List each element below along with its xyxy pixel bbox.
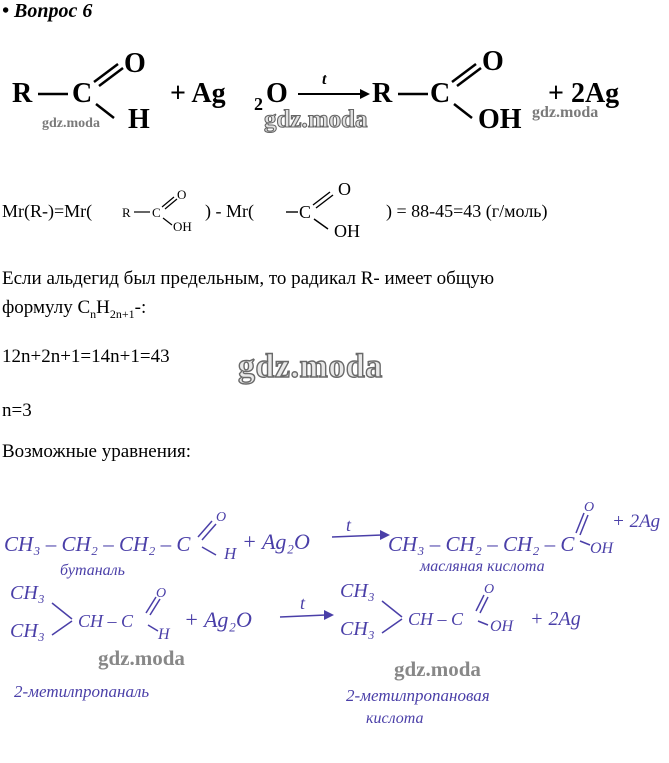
question-title: • Вопрос 6	[2, 0, 93, 22]
hw-r2-name-left: 2-метилпропаналь	[14, 682, 150, 701]
eq-O: O	[124, 48, 146, 79]
hw-r2-H: H	[158, 626, 170, 643]
watermark-hand-2: gdz.moda	[394, 657, 481, 681]
hw-r1-t: t	[346, 515, 352, 535]
mr-s1-O: O	[177, 187, 187, 202]
eq-R2: R	[372, 78, 393, 109]
hw-r1-left: CH₃ – CH₂ – CH₂ – C	[4, 532, 191, 556]
eq-ag2o-sub: 2	[254, 94, 263, 114]
eq-OH: OH	[478, 104, 522, 135]
eq-R: R	[12, 78, 33, 109]
eq-ag2o-o: O	[266, 78, 288, 109]
hw-r2-O2: O	[484, 582, 495, 597]
mr-part3: ) = 88-45=43 (г/моль)	[386, 201, 548, 221]
watermark-small-3: gdz.moda	[532, 104, 599, 121]
hw-r1-O: O	[216, 510, 227, 525]
hw-r2-ch3b: CH₃	[10, 620, 45, 642]
hw-r2-ch: CH – C	[78, 611, 134, 631]
mr-s2-O: O	[338, 183, 351, 199]
mr-s1-OH: OH	[173, 219, 192, 234]
hw-r2-ch-right: CH – C	[408, 609, 464, 629]
hw-r2-t: t	[300, 593, 306, 613]
eq-C2: C	[430, 78, 451, 109]
eq-plus-ag: + Ag	[170, 78, 226, 109]
paragraph-aldehyde: Если альдегид был предельным, то радикал R- имеет общую	[2, 268, 495, 289]
watermark-small-1: gdz.moda	[42, 116, 100, 131]
mr-s2-C: C	[299, 202, 312, 222]
mr-part1: Mr(R-)=Mr(	[2, 201, 93, 221]
hw-r2-ch3a: CH₃	[10, 582, 45, 604]
hw-r1-name-left: бутаналь	[60, 562, 125, 579]
hw-r1-H: H	[224, 544, 237, 563]
hw-r2-ch3d: CH₃	[340, 618, 375, 640]
mr-part2: ) - Mr(	[205, 201, 254, 221]
n-value: n=3	[2, 400, 32, 421]
hw-r1-plus: + Ag₂O	[242, 529, 310, 554]
hw-r1-name-right: масляная кислота	[420, 558, 545, 575]
hw-r2-ch3c: CH₃	[340, 580, 375, 602]
hw-r2-plus: + Ag₂O	[184, 607, 252, 632]
hw-r1-OH: OH	[590, 540, 614, 557]
hw-r2-ag: + 2Ag	[530, 608, 581, 630]
hw-r2-name-right2: кислота	[366, 710, 424, 727]
hw-r2-OH: OH	[490, 618, 514, 635]
hw-r2-O: O	[156, 586, 167, 601]
eq-H: H	[128, 104, 150, 135]
watermark-large: gdz.moda	[238, 348, 383, 385]
possible-equations-heading: Возможные уравнения:	[2, 441, 192, 462]
eq-arrow-t: t	[322, 71, 327, 88]
eq-O2: O	[482, 46, 504, 77]
mr-s1-R: R	[122, 205, 131, 220]
watermark-small-2: gdz.moda	[264, 106, 368, 133]
hw-r2-name-right1: 2-метилпропановая	[346, 686, 490, 705]
handwritten-equations	[0, 485, 669, 760]
hw-r1-ag: + 2Ag	[612, 511, 661, 532]
mr-s2-OH: OH	[334, 221, 360, 241]
molar-mass-line	[2, 183, 662, 243]
hw-r1-right: CH₃ – CH₂ – CH₂ – C	[388, 532, 575, 556]
paragraph-formula: формулу $C_nH_{2n+1}-$:	[2, 297, 147, 321]
hw-r1-O2: O	[584, 500, 595, 515]
watermark-hand-1: gdz.moda	[98, 646, 185, 670]
eq-C: C	[72, 78, 93, 109]
equation-n: 12n+2n+1=14n+1=43	[2, 346, 170, 367]
mr-s1-C: C	[152, 205, 161, 220]
eq-plus-2ag: + 2Ag	[548, 78, 620, 109]
